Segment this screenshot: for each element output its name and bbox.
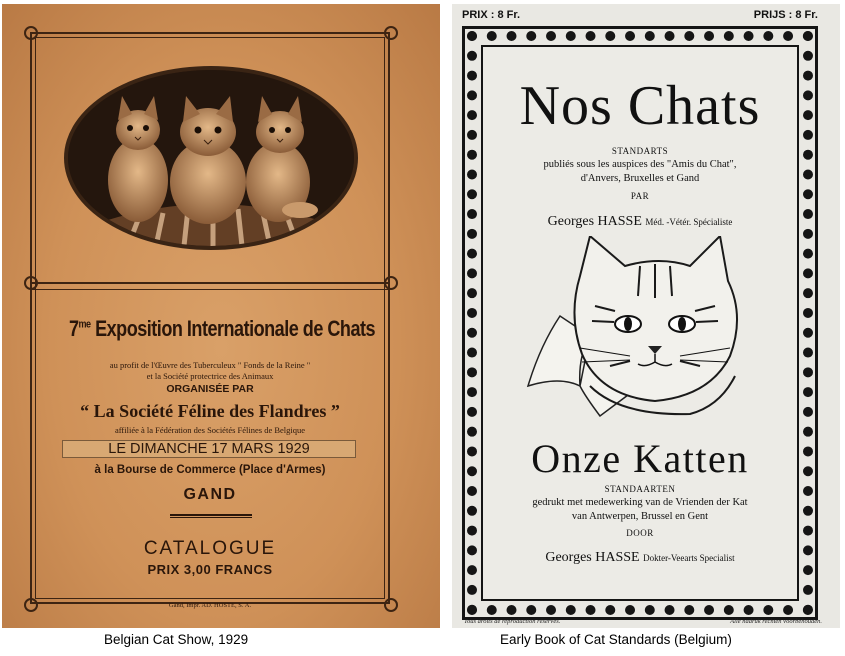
exhibition-title	[68, 316, 376, 342]
society-name: “ La Société Féline des Flandres ”	[80, 401, 340, 421]
frame-divider	[30, 282, 390, 290]
affiliation-line: affiliée à la Fédération des Sociétés Félines de Belgique	[114, 425, 306, 435]
catalogue-price: PRIX 3,00 FRANCS	[147, 562, 273, 577]
decorative-rule	[170, 514, 252, 518]
frame-corner-ornament	[384, 598, 398, 612]
published-line-2: d'Anvers, Bruxelles et Gand	[580, 173, 700, 184]
organised-by: ORGANISÉE PAR	[166, 383, 254, 395]
price-dutch: PRIJS : 8 Fr.	[753, 9, 818, 21]
frame-corner-ornament	[384, 276, 398, 290]
rights-french: Tous droits de reproduction réservés.	[464, 618, 561, 625]
cat-standards-book-cover	[452, 4, 840, 628]
printed-line-1: gedrukt met medewerking van de Vrienden der Kat	[532, 497, 748, 508]
frame-corner-ornament	[384, 26, 398, 40]
author-name: Georges HASSE	[547, 214, 642, 229]
catalogue-heading: CATALOGUE	[143, 538, 277, 559]
city-name: GAND	[183, 486, 237, 503]
benefit-line-2: et la Société protectrice des Animaux	[146, 371, 274, 381]
author-line-dutch	[481, 550, 799, 566]
by-dutch: DOOR	[626, 528, 654, 538]
caption-right: Early Book of Cat Standards (Belgium)	[500, 632, 732, 647]
author-line-french	[481, 214, 799, 230]
by-french: PAR	[630, 191, 650, 201]
cat-head-illustration	[520, 236, 760, 426]
price-french: PRIX : 8 Fr.	[462, 9, 521, 21]
venue-line: à la Bourse de Commerce (Place d'Armes)	[94, 464, 326, 476]
rights-dutch: Alle nadruk rechten voorbehouden.	[730, 618, 822, 625]
subtitle-french: STANDARTS	[611, 146, 669, 156]
three-kittens-illustration	[68, 70, 354, 246]
kittens-photo-oval	[64, 66, 358, 250]
title-french: Nos Chats	[519, 75, 761, 137]
exhibition-ordinal: 7	[68, 316, 79, 341]
title-dutch: Onze Katten	[531, 436, 749, 481]
frame-corner-ornament	[24, 598, 38, 612]
author-name-dutch: Georges HASSE	[545, 550, 640, 565]
benefit-line-1: au profit de l'Œuvre des Tuberculeux " Fonds de la Reine "	[109, 360, 311, 370]
printed-line-2: van Antwerpen, Brussel en Gent	[571, 511, 709, 522]
exhibition-date: LE DIMANCHE 17 MARS 1929	[62, 440, 356, 458]
author-title-dutch: Dokter-Veearts Specialist	[643, 553, 735, 563]
caption-left: Belgian Cat Show, 1929	[104, 632, 249, 647]
published-line-1: publiés sous les auspices des "Amis du Chat",	[543, 159, 737, 170]
printer-imprint: Gand, Impr. AD. HOSTE, S. A.	[168, 602, 252, 609]
exhibition-title-text: Exposition Internationale de Chats	[95, 316, 376, 341]
frame-corner-ornament	[24, 26, 38, 40]
cat-show-catalogue-cover	[2, 4, 440, 628]
author-title-french: Méd. -Vétér. Spécialiste	[645, 217, 733, 227]
frame-corner-ornament	[24, 276, 38, 290]
subtitle-dutch: STANDAARTEN	[604, 484, 676, 494]
exhibition-ordinal-suffix: me	[78, 318, 91, 331]
